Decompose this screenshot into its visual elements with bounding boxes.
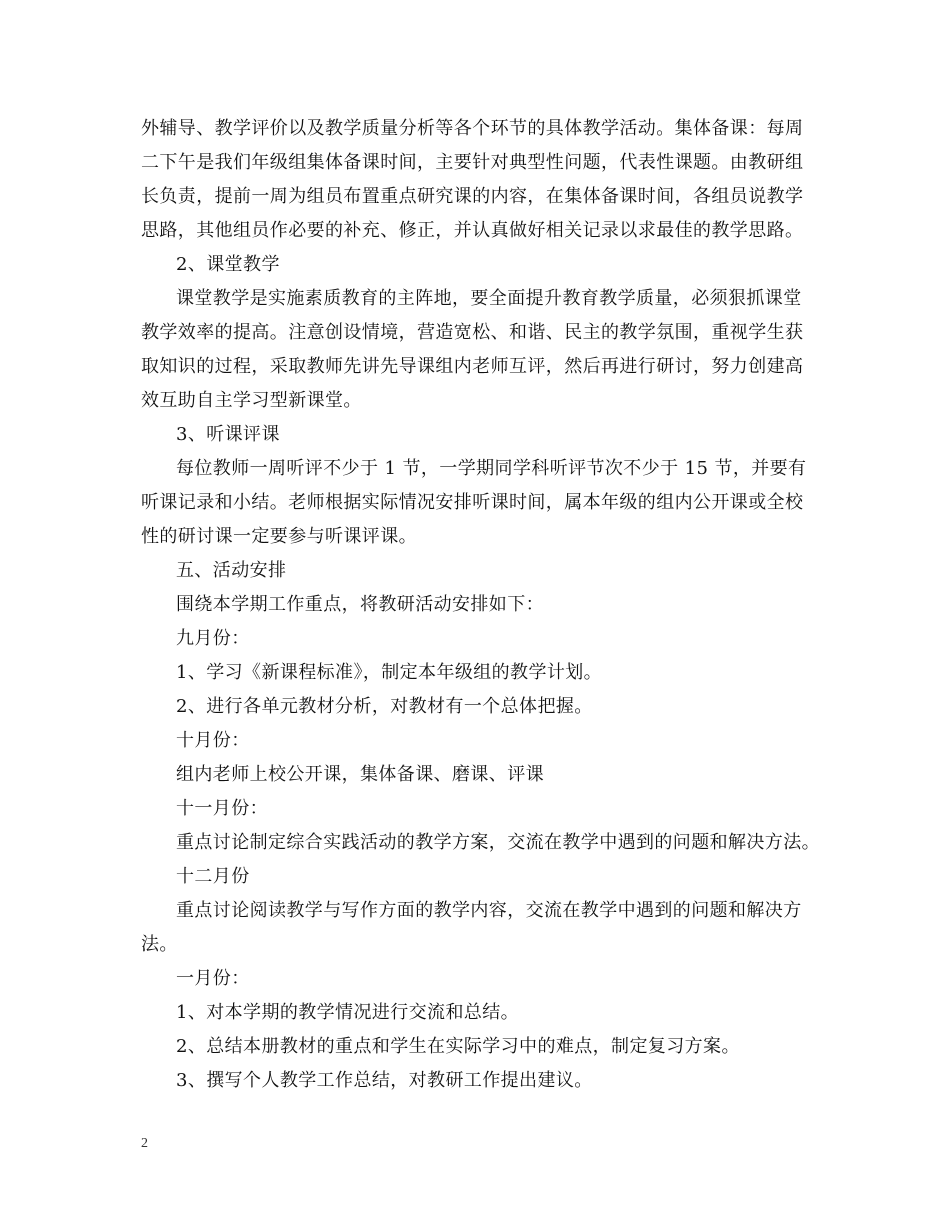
month-heading: 十月份： xyxy=(176,730,250,751)
list-item: 重点讨论阅读教学与写作方面的教学内容，交流在教学中遇到的问题和解决方 xyxy=(176,900,802,921)
document-body xyxy=(141,112,820,1098)
list-item: 重点讨论制定综合实践活动的教学方案，交流在教学中遇到的问题和解决方法。 xyxy=(176,832,820,853)
list-item: 3、撰写个人教学工作总结，对教研工作提出建议。 xyxy=(176,1070,593,1091)
body-text-line: 取知识的过程，采取教师先讲先导课组内老师互评，然后再进行研讨，努力创建高 xyxy=(141,356,804,377)
list-item: 2、总结本册教材的重点和学生在实际学习中的难点，制定复习方案。 xyxy=(176,1036,740,1057)
list-item: 2、进行各单元教材分析，对教材有一个总体把握。 xyxy=(176,696,593,717)
month-heading: 九月份： xyxy=(176,628,250,649)
body-text-line: 二下午是我们年级组集体备课时间，主要针对典型性问题，代表性课题。由教研组 xyxy=(141,152,804,173)
month-heading: 十一月份： xyxy=(176,798,268,819)
body-text-line: 围绕本学期工作重点，将教研活动安排如下： xyxy=(176,594,544,615)
list-item: 组内老师上校公开课，集体备课、磨课、评课 xyxy=(176,764,544,785)
body-text-line: 法。 xyxy=(141,934,178,955)
body-text-line: 长负责，提前一周为组员布置重点研究课的内容，在集体备课时间，各组员说教学 xyxy=(141,186,804,207)
body-text-line: 教学效率的提高。注意创设情境，营造宽松、和谐、民主的教学氛围，重视学生获 xyxy=(141,322,804,343)
body-text-line: 每位教师一周听评不少于 1 节，一学期同学科听评节次不少于 15 节，并要有 xyxy=(176,458,807,479)
month-heading: 十二月份 xyxy=(176,866,250,887)
list-item: 1、对本学期的教学情况进行交流和总结。 xyxy=(176,1002,520,1023)
body-text-line: 课堂教学是实施素质教育的主阵地，要全面提升教育教学质量，必须狠抓课堂 xyxy=(176,288,802,309)
section-heading: 2、课堂教学 xyxy=(176,254,280,275)
list-item: 1、学习《新课程标准》，制定本年级组的教学计划。 xyxy=(176,662,603,683)
section-heading: 五、活动安排 xyxy=(176,560,287,581)
body-text-line: 性的研讨课一定要参与听课评课。 xyxy=(141,526,417,547)
month-heading: 一月份： xyxy=(176,968,250,989)
page-number: 2 xyxy=(141,1136,148,1151)
section-heading: 3、听课评课 xyxy=(176,424,280,445)
body-text-line: 思路，其他组员作必要的补充、修正，并认真做好相关记录以求最佳的教学思路。 xyxy=(141,220,804,241)
body-text-line: 听课记录和小结。老师根据实际情况安排听课时间，属本年级的组内公开课或全校 xyxy=(141,492,804,513)
body-text-line: 外辅导、教学评价以及教学质量分析等各个环节的具体教学活动。集体备课：每周 xyxy=(141,118,804,139)
body-text-line: 效互助自主学习型新课堂。 xyxy=(141,390,362,411)
